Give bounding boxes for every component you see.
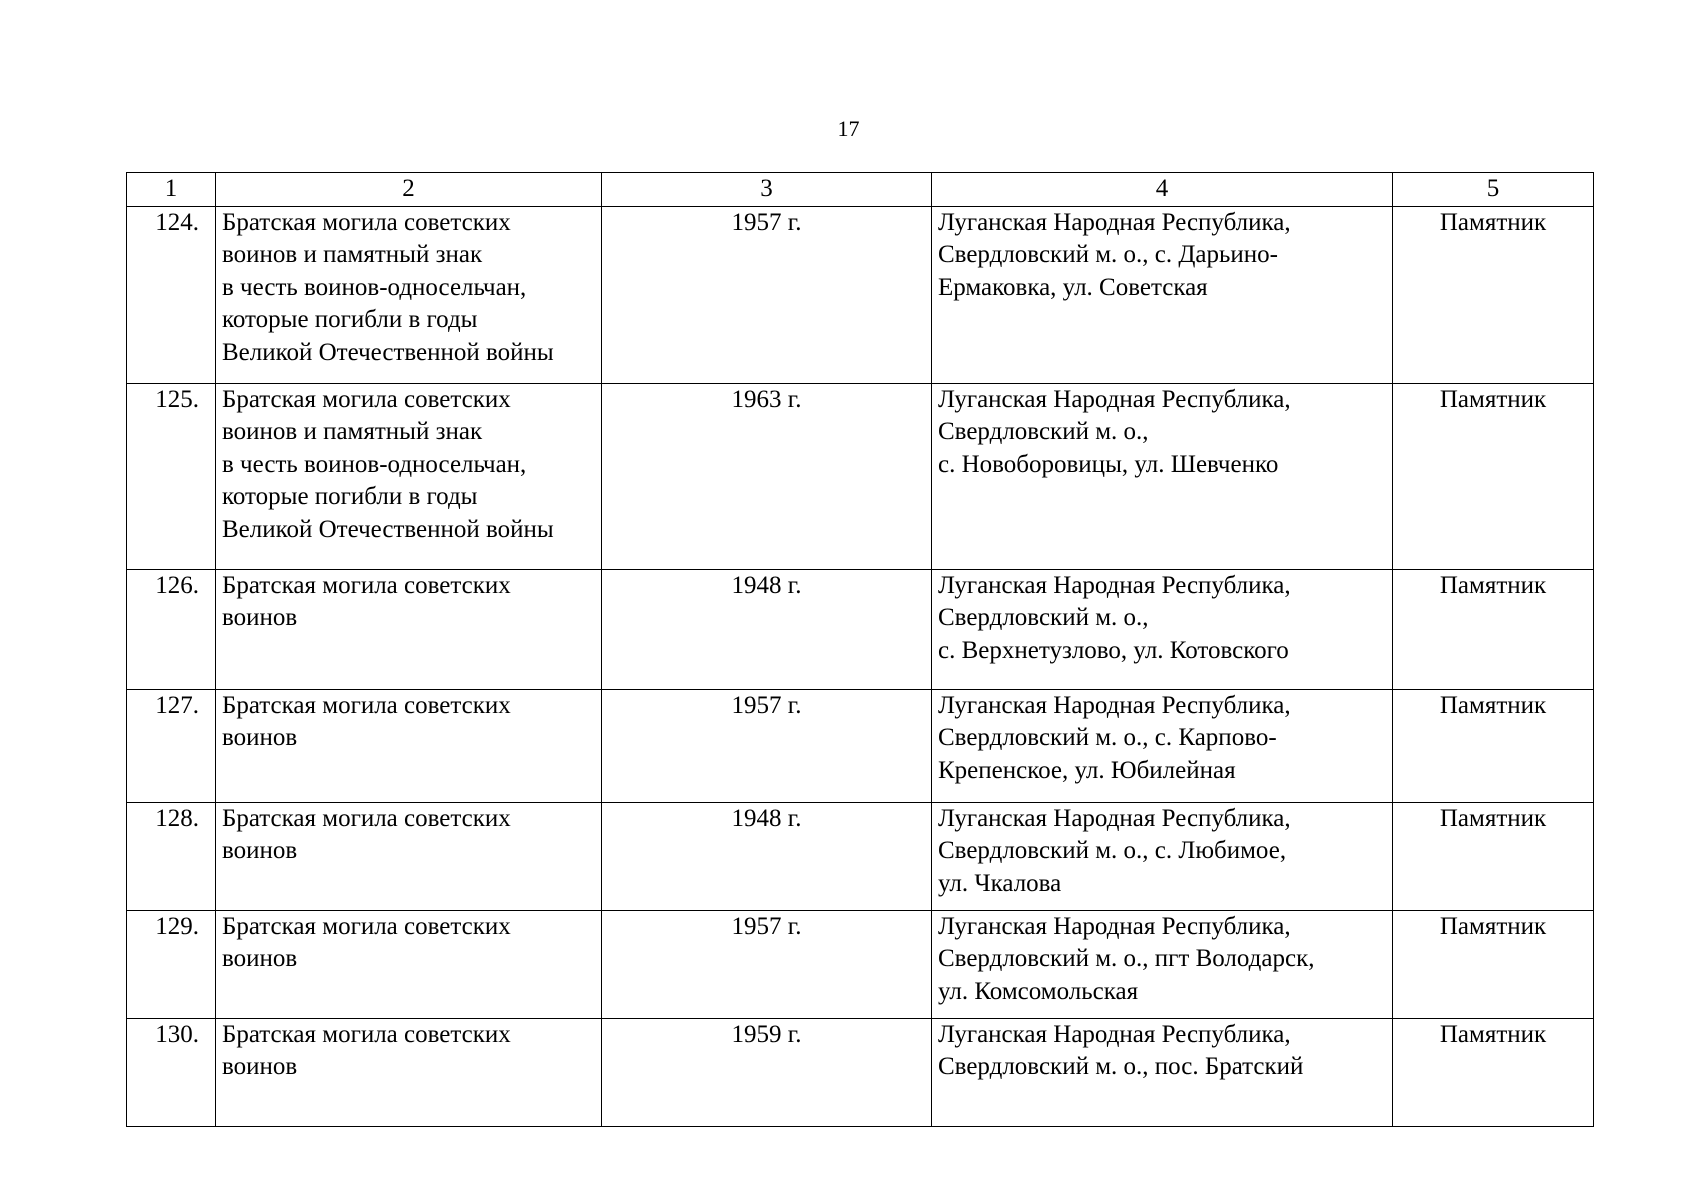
monument-category: Памятник (1393, 910, 1594, 1018)
name-line: Великой Отечественной войны (222, 338, 554, 366)
name-line: воинов (222, 724, 298, 751)
name-line: воинов (222, 604, 298, 631)
monument-address (932, 569, 1393, 689)
name-line: Братская могила советских (222, 912, 511, 940)
address-line: Свердловский м. о., с. Дарьино- (938, 241, 1279, 268)
name-line: Братская могила советских (222, 804, 511, 832)
address-line: Свердловский м. о., с. Любимое, (938, 837, 1287, 864)
monument-name (216, 206, 602, 383)
table-header-row (127, 173, 1594, 207)
column-header-5: 5 (1393, 173, 1594, 207)
name-line: Братская могила советских (222, 691, 511, 719)
monuments-table (126, 172, 1594, 1127)
monument-name (216, 802, 602, 910)
address-line: ул. Комсомольская (938, 977, 1139, 1005)
page-number: 17 (837, 116, 860, 141)
name-line: Братская могила советских (222, 1020, 511, 1048)
address-line: Луганская Народная Республика, (938, 691, 1291, 719)
name-line: воинов (222, 1053, 298, 1080)
name-line: Братская могила советских (222, 385, 511, 413)
address-line: Луганская Народная Республика, (938, 912, 1291, 940)
table-row (127, 206, 1594, 383)
monument-name (216, 569, 602, 689)
table-row (127, 1018, 1594, 1126)
address-line: Свердловский м. о., пгт Володарск, (938, 945, 1315, 972)
address-line: Свердловский м. о., (938, 604, 1149, 631)
column-header-3: 3 (602, 173, 932, 207)
monument-address (932, 383, 1393, 569)
table-row (127, 689, 1594, 802)
name-line: в честь воинов-односельчан, (222, 273, 527, 301)
address-line: Свердловский м. о., с. Карпово- (938, 724, 1277, 751)
address-line: с. Верхнетузлово, ул. Котовского (938, 636, 1289, 664)
address-line: Луганская Народная Республика, (938, 1020, 1291, 1048)
name-line: воинов и памятный знак (222, 418, 483, 445)
address-line: Луганская Народная Республика, (938, 385, 1291, 413)
address-line: Свердловский м. о., пос. Братский (938, 1053, 1304, 1080)
row-number: 127. (127, 689, 216, 802)
name-line: которые погибли в годы (222, 483, 478, 510)
monument-address (932, 802, 1393, 910)
monument-year: 1963 г. (602, 383, 932, 569)
monument-name (216, 383, 602, 569)
table-row (127, 569, 1594, 689)
monument-name (216, 689, 602, 802)
address-line: Луганская Народная Республика, (938, 804, 1291, 832)
monument-address (932, 206, 1393, 383)
table-row (127, 383, 1594, 569)
monument-category: Памятник (1393, 689, 1594, 802)
row-number: 126. (127, 569, 216, 689)
name-line: воинов (222, 945, 298, 972)
address-line: ул. Чкалова (938, 869, 1062, 897)
monument-address (932, 1018, 1393, 1126)
monument-year: 1948 г. (602, 802, 932, 910)
address-line: Ермаковка, ул. Советская (938, 273, 1208, 301)
name-line: которые погибли в годы (222, 306, 478, 333)
table-row (127, 802, 1594, 910)
monument-name (216, 910, 602, 1018)
row-number: 125. (127, 383, 216, 569)
name-line: Братская могила советских (222, 571, 511, 599)
row-number: 129. (127, 910, 216, 1018)
row-number: 130. (127, 1018, 216, 1126)
name-line: воинов (222, 837, 298, 864)
monument-category: Памятник (1393, 206, 1594, 383)
monument-year: 1957 г. (602, 206, 932, 383)
monument-address (932, 910, 1393, 1018)
address-line: Свердловский м. о., (938, 418, 1149, 445)
monument-name (216, 1018, 602, 1126)
monument-address (932, 689, 1393, 802)
monument-year: 1957 г. (602, 910, 932, 1018)
monument-year: 1959 г. (602, 1018, 932, 1126)
address-line: Луганская Народная Республика, (938, 571, 1291, 599)
row-number: 124. (127, 206, 216, 383)
name-line: воинов и памятный знак (222, 241, 483, 268)
table-row (127, 910, 1594, 1018)
address-line: Луганская Народная Республика, (938, 208, 1291, 236)
monument-year: 1957 г. (602, 689, 932, 802)
address-line: с. Новоборовицы, ул. Шевченко (938, 450, 1279, 478)
monument-category: Памятник (1393, 383, 1594, 569)
column-header-1: 1 (127, 173, 216, 207)
monument-category: Памятник (1393, 1018, 1594, 1126)
address-line: Крепенское, ул. Юбилейная (938, 756, 1236, 784)
row-number: 128. (127, 802, 216, 910)
name-line: Братская могила советских (222, 208, 511, 236)
column-header-4: 4 (932, 173, 1393, 207)
column-header-2: 2 (216, 173, 602, 207)
monument-category: Памятник (1393, 802, 1594, 910)
monument-category: Памятник (1393, 569, 1594, 689)
monument-year: 1948 г. (602, 569, 932, 689)
name-line: Великой Отечественной войны (222, 515, 554, 543)
name-line: в честь воинов-односельчан, (222, 450, 527, 478)
